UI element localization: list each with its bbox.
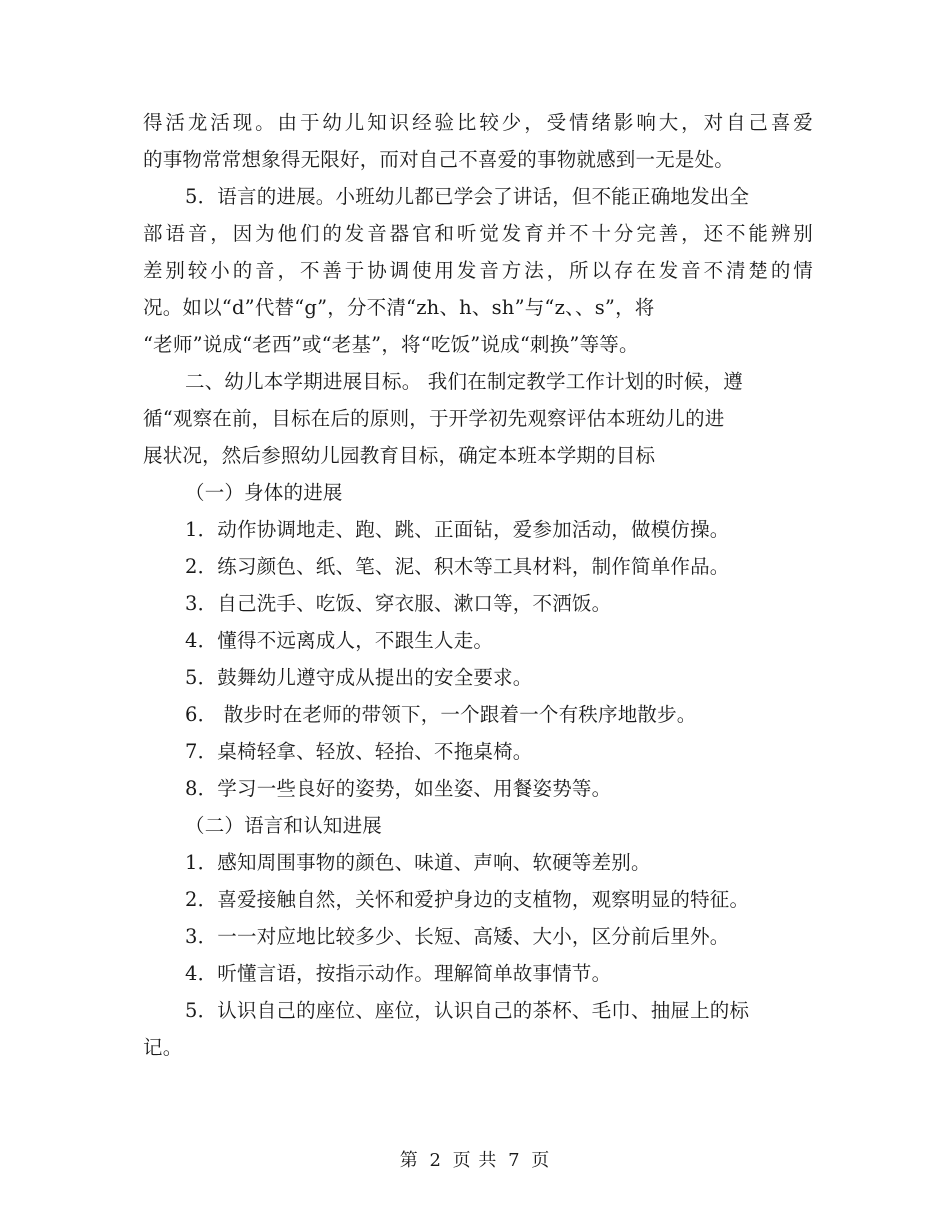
list-item: 6． 散步时在老师的带领下，一个跟着一个有秩序地散步。 bbox=[185, 703, 697, 726]
footer-prefix: 第 bbox=[399, 1150, 419, 1171]
footer-total-pages: 7 bbox=[508, 1150, 521, 1171]
paragraph-line: 5．语言的进展。小班幼儿都已学会了讲话，但不能正确地发出全 bbox=[185, 185, 750, 208]
paragraph-line: 部语音，因为他们的发音器官和听觉发育并不十分完善，还不能辨别 bbox=[143, 222, 813, 245]
footer-suffix: 页 bbox=[531, 1150, 551, 1171]
list-item: 3．自己洗手、吃饭、穿衣服、漱口等，不洒饭。 bbox=[185, 592, 612, 615]
list-item: 1．动作协调地走、跑、跳、正面钻，爱参加活动，做模仿操。 bbox=[185, 518, 730, 541]
paragraph-line: 差别较小的音，不善于协调使用发音方法，所以存在发音不清楚的情 bbox=[143, 259, 813, 282]
paragraph-line: 的事物常常想象得无限好，而对自己不喜爱的事物就感到一无是处。 bbox=[143, 148, 735, 171]
list-item: 1．感知周围事物的颜色、味道、声响、软硬等差别。 bbox=[185, 851, 651, 874]
footer-middle: 页 共 bbox=[452, 1150, 498, 1171]
paragraph-line: 记。 bbox=[143, 1036, 183, 1059]
list-item: 2．喜爱接触自然，关怀和爱护身边的支植物，观察明显的特征。 bbox=[185, 888, 750, 911]
list-item: 2．练习颜色、纸、笔、泥、积木等工具材料，制作简单作品。 bbox=[185, 555, 730, 578]
list-item: 5．鼓舞幼儿遵守成从提出的安全要求。 bbox=[185, 666, 533, 689]
page-footer bbox=[0, 1146, 950, 1172]
paragraph-line: 得活龙活现。由于幼儿知识经验比较少，受情绪影响大，对自己喜爱 bbox=[143, 111, 813, 134]
paragraph-line: 循“观察在前，目标在后的原则，于开学初先观察评估本班幼儿的进 bbox=[143, 407, 725, 430]
list-item: 8．学习一些良好的姿势，如坐姿、用餐姿势等。 bbox=[185, 777, 612, 800]
paragraph-line: 况。如以“d”代替“g”，分不清“zh、h、sh”与“z、、s”，将 bbox=[143, 296, 655, 319]
list-item: 4．懂得不远离成人，不跟生人走。 bbox=[185, 629, 494, 652]
list-item: 7．桌椅轻拿、轻放、轻抬、不拖桌椅。 bbox=[185, 740, 533, 763]
paragraph-line: “老师”说成“老西”或“老基”，将“吃饭”说成“刺换”等等。 bbox=[143, 333, 639, 356]
subsection-heading: （一）身体的进展 bbox=[185, 481, 343, 504]
list-item: 4．听懂言语，按指示动作。理解简单故事情节。 bbox=[185, 962, 612, 985]
body-text bbox=[143, 104, 813, 1066]
paragraph-line: 展状况，然后参照幼儿园教育目标，确定本班本学期的目标 bbox=[143, 444, 656, 467]
list-item: 3．一一对应地比较多少、长短、高矮、大小，区分前后里外。 bbox=[185, 925, 730, 948]
subsection-heading: （二）语言和认知进展 bbox=[185, 814, 383, 837]
list-item: 5．认识自己的座位、座位，认识自己的茶杯、毛巾、抽屉上的标 bbox=[185, 999, 750, 1022]
section-heading-line: 二、幼儿本学期进展目标。 我们在制定教学工作计划的时候，遵 bbox=[185, 370, 743, 393]
footer-page-number: 2 bbox=[429, 1150, 442, 1171]
